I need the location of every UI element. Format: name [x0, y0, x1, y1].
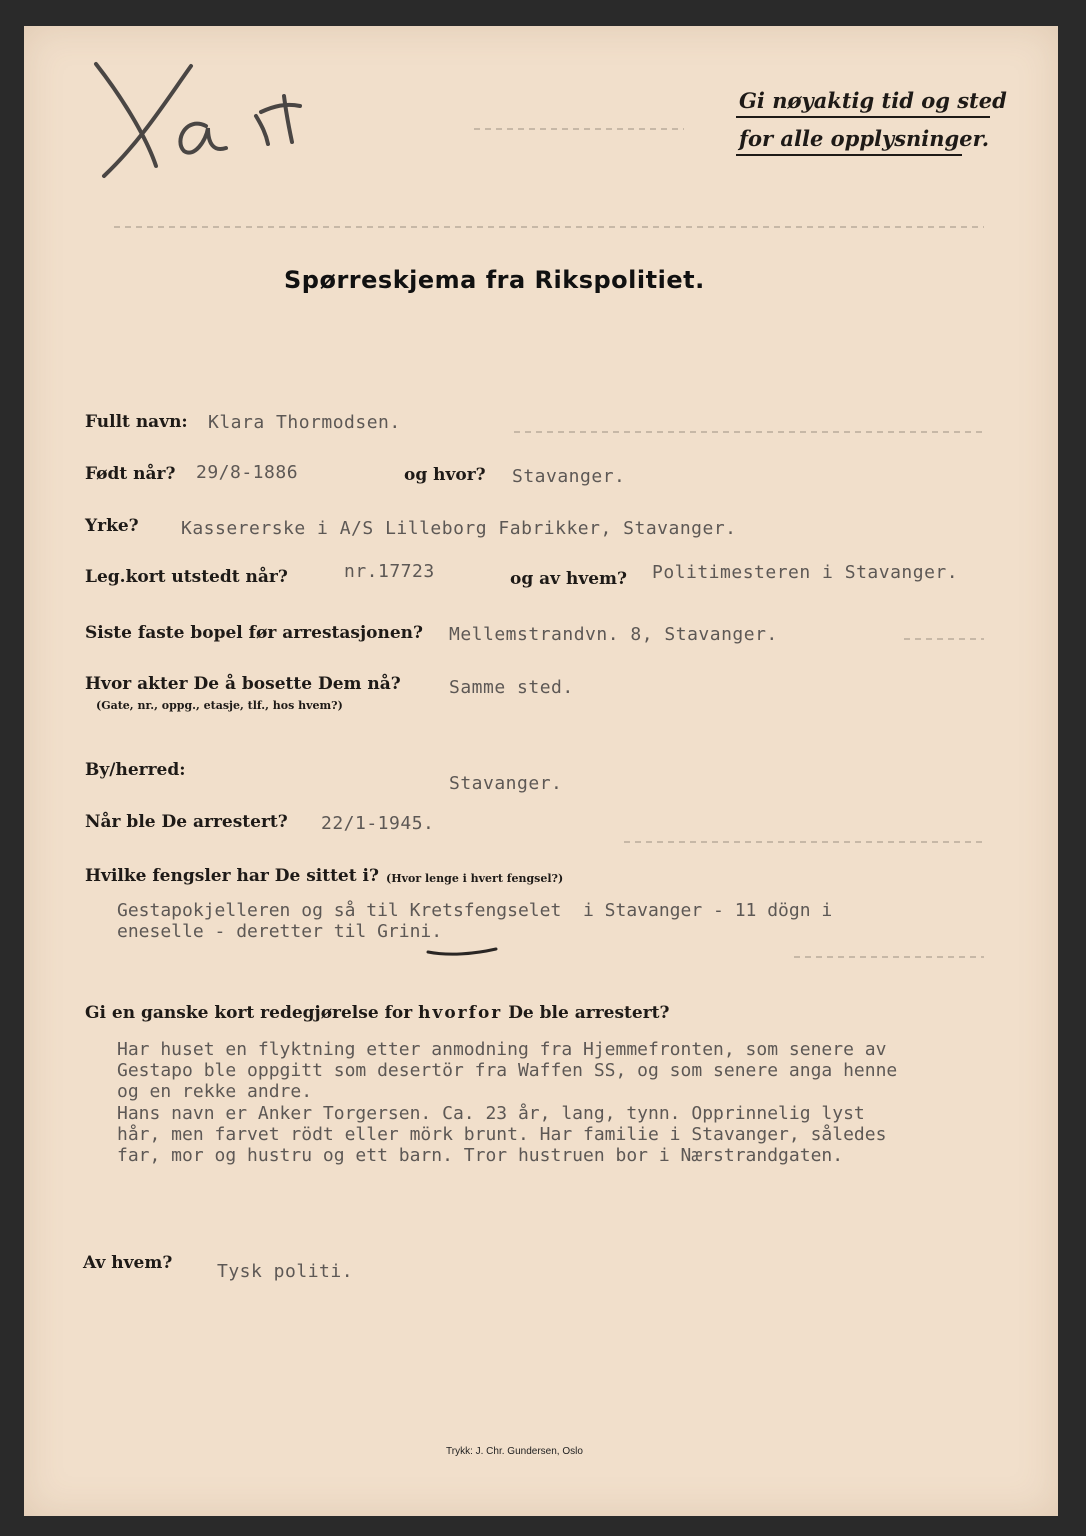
born-where-value: Stavanger. [512, 466, 626, 487]
handwritten-mark [86, 56, 346, 186]
town-value: Stavanger. [449, 773, 563, 794]
full-name-value: Klara Thormodsen. [208, 412, 401, 433]
form-title: Spørreskjema fra Rikspolitiet. [284, 266, 705, 294]
ghost-text [904, 638, 984, 640]
why-label-suffix: De ble arrestert? [508, 1003, 670, 1023]
prisons-sublabel: (Hvor lenge i hvert fengsel?) [386, 872, 564, 885]
settle-value: Samme sted. [449, 677, 574, 698]
prisons-label: Hvilke fengsler har De sittet i? [85, 866, 379, 886]
underline-stroke [424, 944, 504, 958]
ghost-text [114, 226, 984, 228]
instruction-line-1: Gi nøyaktig tid og sted [739, 88, 1007, 113]
arrested-when-value: 22/1-1945. [321, 813, 435, 834]
id-card-by-label: og av hvem? [510, 569, 627, 589]
instruction-underline-2 [736, 154, 962, 156]
ghost-text [514, 431, 984, 433]
instruction-underline-1 [736, 116, 990, 118]
by-whom-label: Av hvem? [83, 1253, 173, 1273]
born-where-label: og hvor? [404, 465, 486, 485]
why-line-1: Har huset en flyktning etter anmodning fra Hjemmefronten, som senere av [117, 1039, 887, 1060]
why-line-4: Hans navn er Anker Torgersen. Ca. 23 år, lang, tynn. Opprinnelig lyst [117, 1103, 865, 1124]
full-name-label: Fullt navn: [85, 412, 188, 432]
why-line-3: og en rekke andre. [117, 1081, 313, 1102]
settle-label: Hvor akter De å bosette Dem nå? [85, 674, 401, 694]
prisons-line-2: eneselle - deretter til Grini. [117, 921, 443, 942]
why-label-prefix: Gi en ganske kort redegjørelse for [85, 1003, 413, 1023]
why-label [85, 1003, 670, 1023]
town-label: By/herred: [85, 760, 186, 780]
id-card-by-value: Politimesteren i Stavanger. [652, 562, 959, 583]
ghost-text [474, 128, 684, 130]
last-address-value: Mellemstrandvn. 8, Stavanger. [449, 624, 778, 645]
born-value: 29/8-1886 [196, 462, 299, 483]
printer-credit: Trykk: J. Chr. Gundersen, Oslo [446, 1446, 583, 1457]
last-address-label: Siste faste bopel før arrestasjonen? [85, 623, 423, 643]
id-card-value: nr.17723 [344, 561, 435, 582]
why-line-2: Gestapo ble oppgitt som desertör fra Waffen SS, og som senere anga henne [117, 1060, 898, 1081]
born-label: Født når? [85, 464, 176, 484]
instruction-line-2: for alle opplysninger. [739, 126, 990, 151]
ghost-text [794, 956, 984, 958]
form-page [24, 26, 1058, 1516]
occupation-value: Kassererske i A/S Lilleborg Fabrikker, Stavanger. [181, 518, 737, 539]
id-card-label: Leg.kort utstedt når? [85, 567, 288, 587]
ghost-text [624, 841, 984, 843]
occupation-label: Yrke? [85, 516, 139, 536]
why-line-5: hår, men farvet rödt eller mörk brunt. Har familie i Stavanger, således [117, 1124, 887, 1145]
why-label-emph: hvorfor [418, 1003, 503, 1023]
settle-sublabel: (Gate, nr., oppg., etasje, tlf., hos hvem?) [96, 699, 343, 712]
why-line-6: far, mor og hustru og ett barn. Tror hustruen bor i Nærstrandgaten. [117, 1145, 844, 1166]
prisons-line-1: Gestapokjelleren og så til Kretsfengselet i Stavanger - 11 dögn i [117, 900, 833, 921]
arrested-when-label: Når ble De arrestert? [85, 812, 288, 832]
by-whom-value: Tysk politi. [217, 1261, 354, 1282]
